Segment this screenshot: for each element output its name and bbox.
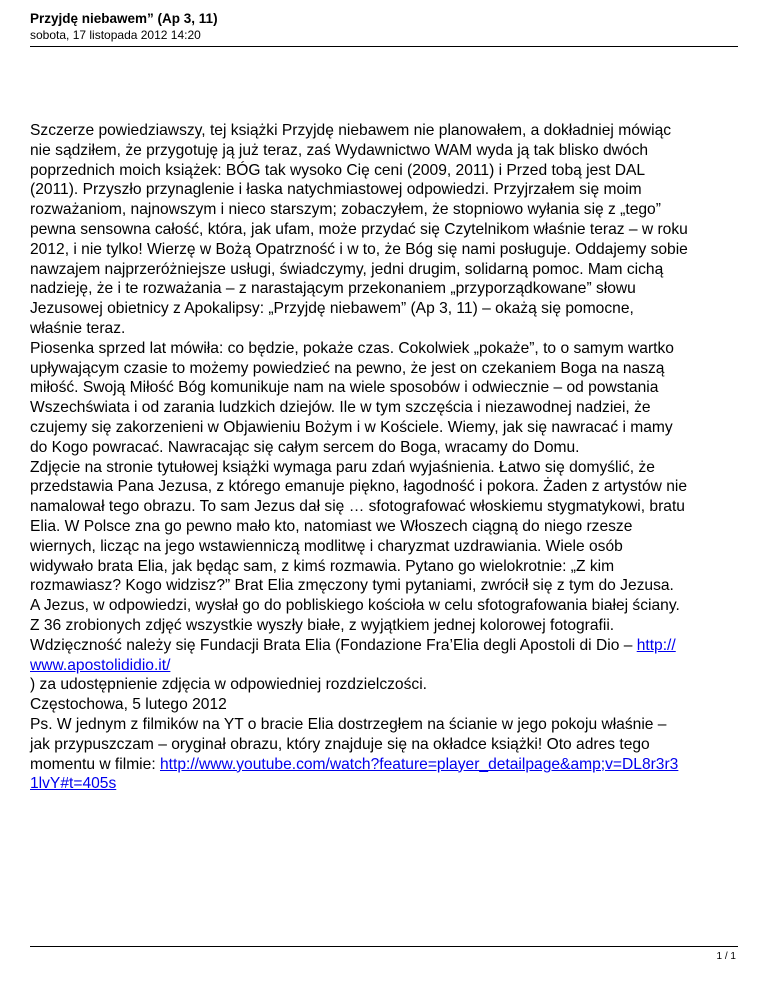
body-line: miłość. Swoją Miłość Bóg komunikuje nam na wiele sposobów i odwiecznie – od powstania [30,379,659,397]
body-line: do Kogo powracać. Nawracając się całym sercem do Boga, wracamy do Domu. [30,438,580,456]
body-line: poprzednich moich książek: BÓG tak wysoko Cię ceni (2009, 2011) i Przed tobą jest DAL [30,161,646,179]
body-line: 2012, i nie tylko! Wierzę w Bożą Opatrzność i w to, że Bóg się nami posługuje. Oddajemy sobie [30,240,688,258]
body-line: pewna sensowna całość, która, jak ufam, może przydać się Czytelnikom właśnie teraz – w roku [30,220,688,238]
apostolididio-link[interactable]: http:// [636,636,676,654]
footer-divider [30,946,738,947]
article-title: Przyjdę niebawem” (Ap 3, 11) [30,11,218,26]
youtube-link-continued[interactable]: 1lvY#t=405s [30,775,117,793]
body-line: ) za udostępnienie zdjęcia w odpowiedniej rozdzielczości. [30,676,427,694]
body-line: wiernych, licząc na jego wstawienniczą modlitwę i charyzmat uzdrawiania. Wiele osób [30,537,623,555]
body-line: A Jezus, w odpowiedzi, wysłał go do pobliskiego kościoła w celu sfotografowania białej ściany. [30,597,680,615]
page-header [30,10,738,42]
body-line-text: Wdzięczność należy się Fundacji Brata Elia (Fondazione Fra’Elia degli Apostoli di Dio – [30,636,637,654]
body-line: rozmawiasz? Kogo widzisz?” Brat Elia zmęczony tymi pytaniami, zwrócił się z tym do Jezusa. [30,577,674,595]
body-line-text: momentu w filmie: [30,755,160,773]
body-line: Jezusowej obietnicy z Apokalipsy: „Przyjdę niebawem” (Ap 3, 11) – okażą się pomocne, [30,300,634,318]
body-line: Ps. W jednym z filmików na YT o bracie Elia dostrzegłem na ścianie w jego pokoju właśnie – [30,715,667,733]
body-line-with-link [30,755,742,775]
body-line: właśnie teraz. [30,319,126,337]
body-line: nie sądziłem, że przygotuję ją już teraz, zaś Wydawnictwo WAM wyda ją tak blisko dwóch [30,141,649,159]
body-line: nawzajem najprzeróżniejsze usługi, świadczymy, jedni drugim, solidarną pomoc. Mam cichą [30,260,664,278]
body-line: Zdjęcie na stronie tytułowej książki wymaga paru zdań wyjaśnienia. Łatwo się domyślić, że [30,458,655,476]
link-continuation-line [30,774,742,794]
body-line: rozważaniom, najnowszym i nieco starszym; zobaczyłem, że stopniowo wyłania się z „tego” [30,201,661,219]
body-line: Elia. W Polsce zna go pewno mało kto, natomiast we Włoszech ciągną do niego rzesze [30,517,633,535]
header-divider [30,46,738,47]
body-line: Częstochowa, 5 lutego 2012 [30,696,227,714]
body-line: czujemy się zakorzenieni w Objawieniu Bożym i w Kościele. Wiemy, jak się nawracać i mamy [30,418,673,436]
page-number: 1 / 1 [716,951,736,962]
body-line: upływającym czasie to możemy powiedzieć na pewno, że jest on czekaniem Boga na naszą [30,359,665,377]
article-date: sobota, 17 listopada 2012 14:20 [30,28,201,42]
apostolididio-link-continued[interactable]: www.apostolididio.it/ [30,656,171,674]
body-line: przedstawia Pana Jezusa, z którego emanuje piękno, łagodność i pokora. Żaden z artystów nie [30,478,688,496]
body-line: widywało brata Elia, jak będąc sam, z kimś rozmawia. Pytano go wielokrotnie: „Z kim [30,557,615,575]
body-line-with-link [30,636,742,656]
body-line: Piosenka sprzed lat mówiła: co będzie, pokaże czas. Cokolwiek „pokaże”, to o samym wartko [30,339,674,357]
youtube-link[interactable]: http://www.youtube.com/watch?feature=player_detailpage&amp;v=DL8r3r3 [159,755,679,773]
body-line: Szczerze powiedziawszy, tej książki Przyjdę niebawem nie planowałem, a dokładniej mówiąc [30,122,672,139]
body-line: (2011). Przyszło przynaglenie i łaska natychmiastowej odpowiedzi. Przyjrzałem się moim [30,181,642,199]
body-line: jak przypuszczam – oryginał obrazu, który znajduje się na okładce książki! Oto adres tego [30,735,650,753]
article-body [30,121,742,794]
body-line: namalował tego obrazu. To sam Jezus dał się … sfotografować włoskiemu stygmatykowi, bratu [30,498,685,516]
body-line: Z 36 zrobionych zdjęć wszystkie wyszły białe, z wyjątkiem jednej kolorowej fotografii. [30,616,615,634]
body-line: nadzieję, że i te rozważania – z narastającym przekonaniem „przyporządkowane” słowu [30,280,636,298]
link-continuation-line [30,656,742,676]
body-line: Wszechświata i od zarania ludzkich dziejów. Ile w tym szczęścia i niezawodnej nadziei, że [30,399,651,417]
